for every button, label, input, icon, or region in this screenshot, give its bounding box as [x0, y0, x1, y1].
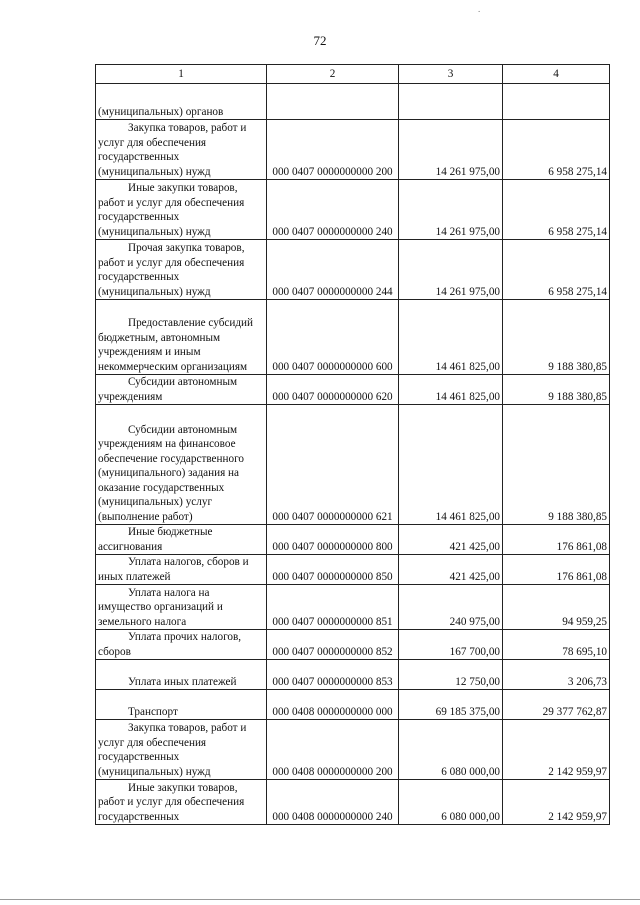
- budget-table: [95, 64, 610, 825]
- row-name: Субсидии автономным учреждениям: [96, 375, 267, 405]
- table-row: [96, 660, 610, 690]
- row-value-actual: 176 861,08: [503, 525, 610, 555]
- row-value-plan: 14 261 975,00: [399, 120, 503, 180]
- row-code: 000 0407 0000000000 850: [267, 555, 399, 585]
- row-name: Иные закупки товаров, работ и услуг для обеспечения государственных: [96, 780, 267, 825]
- table-row: [96, 375, 610, 405]
- row-code: 000 0407 0000000000 200: [267, 120, 399, 180]
- row-value-plan: 6 080 000,00: [399, 780, 503, 825]
- row-value-plan: 14 261 975,00: [399, 180, 503, 240]
- row-code: 000 0408 0000000000 200: [267, 720, 399, 780]
- row-name: Уплата налога на имущество организаций и земельного налога: [96, 585, 267, 630]
- row-value-actual: 9 188 380,85: [503, 300, 610, 375]
- row-value-plan: 14 261 975,00: [399, 240, 503, 300]
- row-value-plan: 14 461 825,00: [399, 300, 503, 375]
- row-value-actual: 29 377 762,87: [503, 690, 610, 720]
- row-name: Иные бюджетные ассигнования: [96, 525, 267, 555]
- column-header: 3: [399, 65, 503, 84]
- row-value-actual: 2 142 959,97: [503, 780, 610, 825]
- row-code: 000 0407 0000000000 852: [267, 630, 399, 660]
- table-row: [96, 585, 610, 630]
- column-header: 2: [267, 65, 399, 84]
- row-value-actual: 78 695,10: [503, 630, 610, 660]
- row-code: 000 0407 0000000000 853: [267, 660, 399, 690]
- row-code: 000 0407 0000000000 800: [267, 525, 399, 555]
- row-code: 000 0407 0000000000 600: [267, 300, 399, 375]
- table-row: [96, 780, 610, 825]
- row-code: 000 0407 0000000000 240: [267, 180, 399, 240]
- row-value-plan: [399, 84, 503, 120]
- table-row: [96, 300, 610, 375]
- row-value-actual: 6 958 275,14: [503, 120, 610, 180]
- table-header-row: [96, 65, 610, 84]
- row-value-actual: 2 142 959,97: [503, 720, 610, 780]
- page-number: 72: [313, 33, 327, 48]
- row-value-actual: 6 958 275,14: [503, 240, 610, 300]
- row-name: Уплата иных платежей: [96, 660, 267, 690]
- row-code: [267, 84, 399, 120]
- row-value-plan: 14 461 825,00: [399, 405, 503, 525]
- row-value-actual: 6 958 275,14: [503, 180, 610, 240]
- table-row: [96, 720, 610, 780]
- row-value-plan: 240 975,00: [399, 585, 503, 630]
- row-value-plan: 421 425,00: [399, 555, 503, 585]
- row-value-plan: 69 185 375,00: [399, 690, 503, 720]
- table-row: [96, 630, 610, 660]
- row-code: 000 0407 0000000000 621: [267, 405, 399, 525]
- page-bottom-edge: [0, 899, 640, 900]
- row-name: Субсидии автономным учреждениям на финансовое обеспечение государственного (муниципального) задания на оказание государственных (муниципальных) услуг (выполнение работ): [96, 405, 267, 525]
- table-row: [96, 180, 610, 240]
- row-value-plan: 167 700,00: [399, 630, 503, 660]
- table-row: [96, 405, 610, 525]
- row-value-actual: 3 206,73: [503, 660, 610, 690]
- table-row: [96, 84, 610, 120]
- row-name: Иные закупки товаров, работ и услуг для обеспечения государственных (муниципальных) нужд: [96, 180, 267, 240]
- row-value-plan: 12 750,00: [399, 660, 503, 690]
- row-value-actual: 94 959,25: [503, 585, 610, 630]
- row-value-plan: 421 425,00: [399, 525, 503, 555]
- row-code: 000 0407 0000000000 851: [267, 585, 399, 630]
- row-code: 000 0407 0000000000 244: [267, 240, 399, 300]
- row-value-plan: 6 080 000,00: [399, 720, 503, 780]
- row-value-actual: 9 188 380,85: [503, 375, 610, 405]
- table-row: [96, 525, 610, 555]
- row-name: Уплата прочих налогов, сборов: [96, 630, 267, 660]
- row-code: 000 0407 0000000000 620: [267, 375, 399, 405]
- row-name: Закупка товаров, работ и услуг для обеспечения государственных (муниципальных) нужд: [96, 720, 267, 780]
- column-header: 4: [503, 65, 610, 84]
- row-name: (муниципальных) органов: [96, 84, 267, 120]
- row-name: Предоставление субсидий бюджетным, автономным учреждениям и иным некоммерческим организациям: [96, 300, 267, 375]
- table-row: [96, 555, 610, 585]
- row-name: Уплата налогов, сборов и иных платежей: [96, 555, 267, 585]
- table-row: [96, 240, 610, 300]
- row-value-actual: 9 188 380,85: [503, 405, 610, 525]
- row-name: Прочая закупка товаров, работ и услуг для обеспечения государственных (муниципальных) нужд: [96, 240, 267, 300]
- row-code: 000 0408 0000000000 240: [267, 780, 399, 825]
- row-code: 000 0408 0000000000 000: [267, 690, 399, 720]
- row-value-actual: 176 861,08: [503, 555, 610, 585]
- row-value-actual: [503, 84, 610, 120]
- row-name: Закупка товаров, работ и услуг для обеспечения государственных (муниципальных) нужд: [96, 120, 267, 180]
- table-row: [96, 690, 610, 720]
- scan-mark: .: [478, 4, 481, 14]
- column-header: 1: [96, 65, 267, 84]
- row-value-plan: 14 461 825,00: [399, 375, 503, 405]
- row-name: Транспорт: [96, 690, 267, 720]
- table-row: [96, 120, 610, 180]
